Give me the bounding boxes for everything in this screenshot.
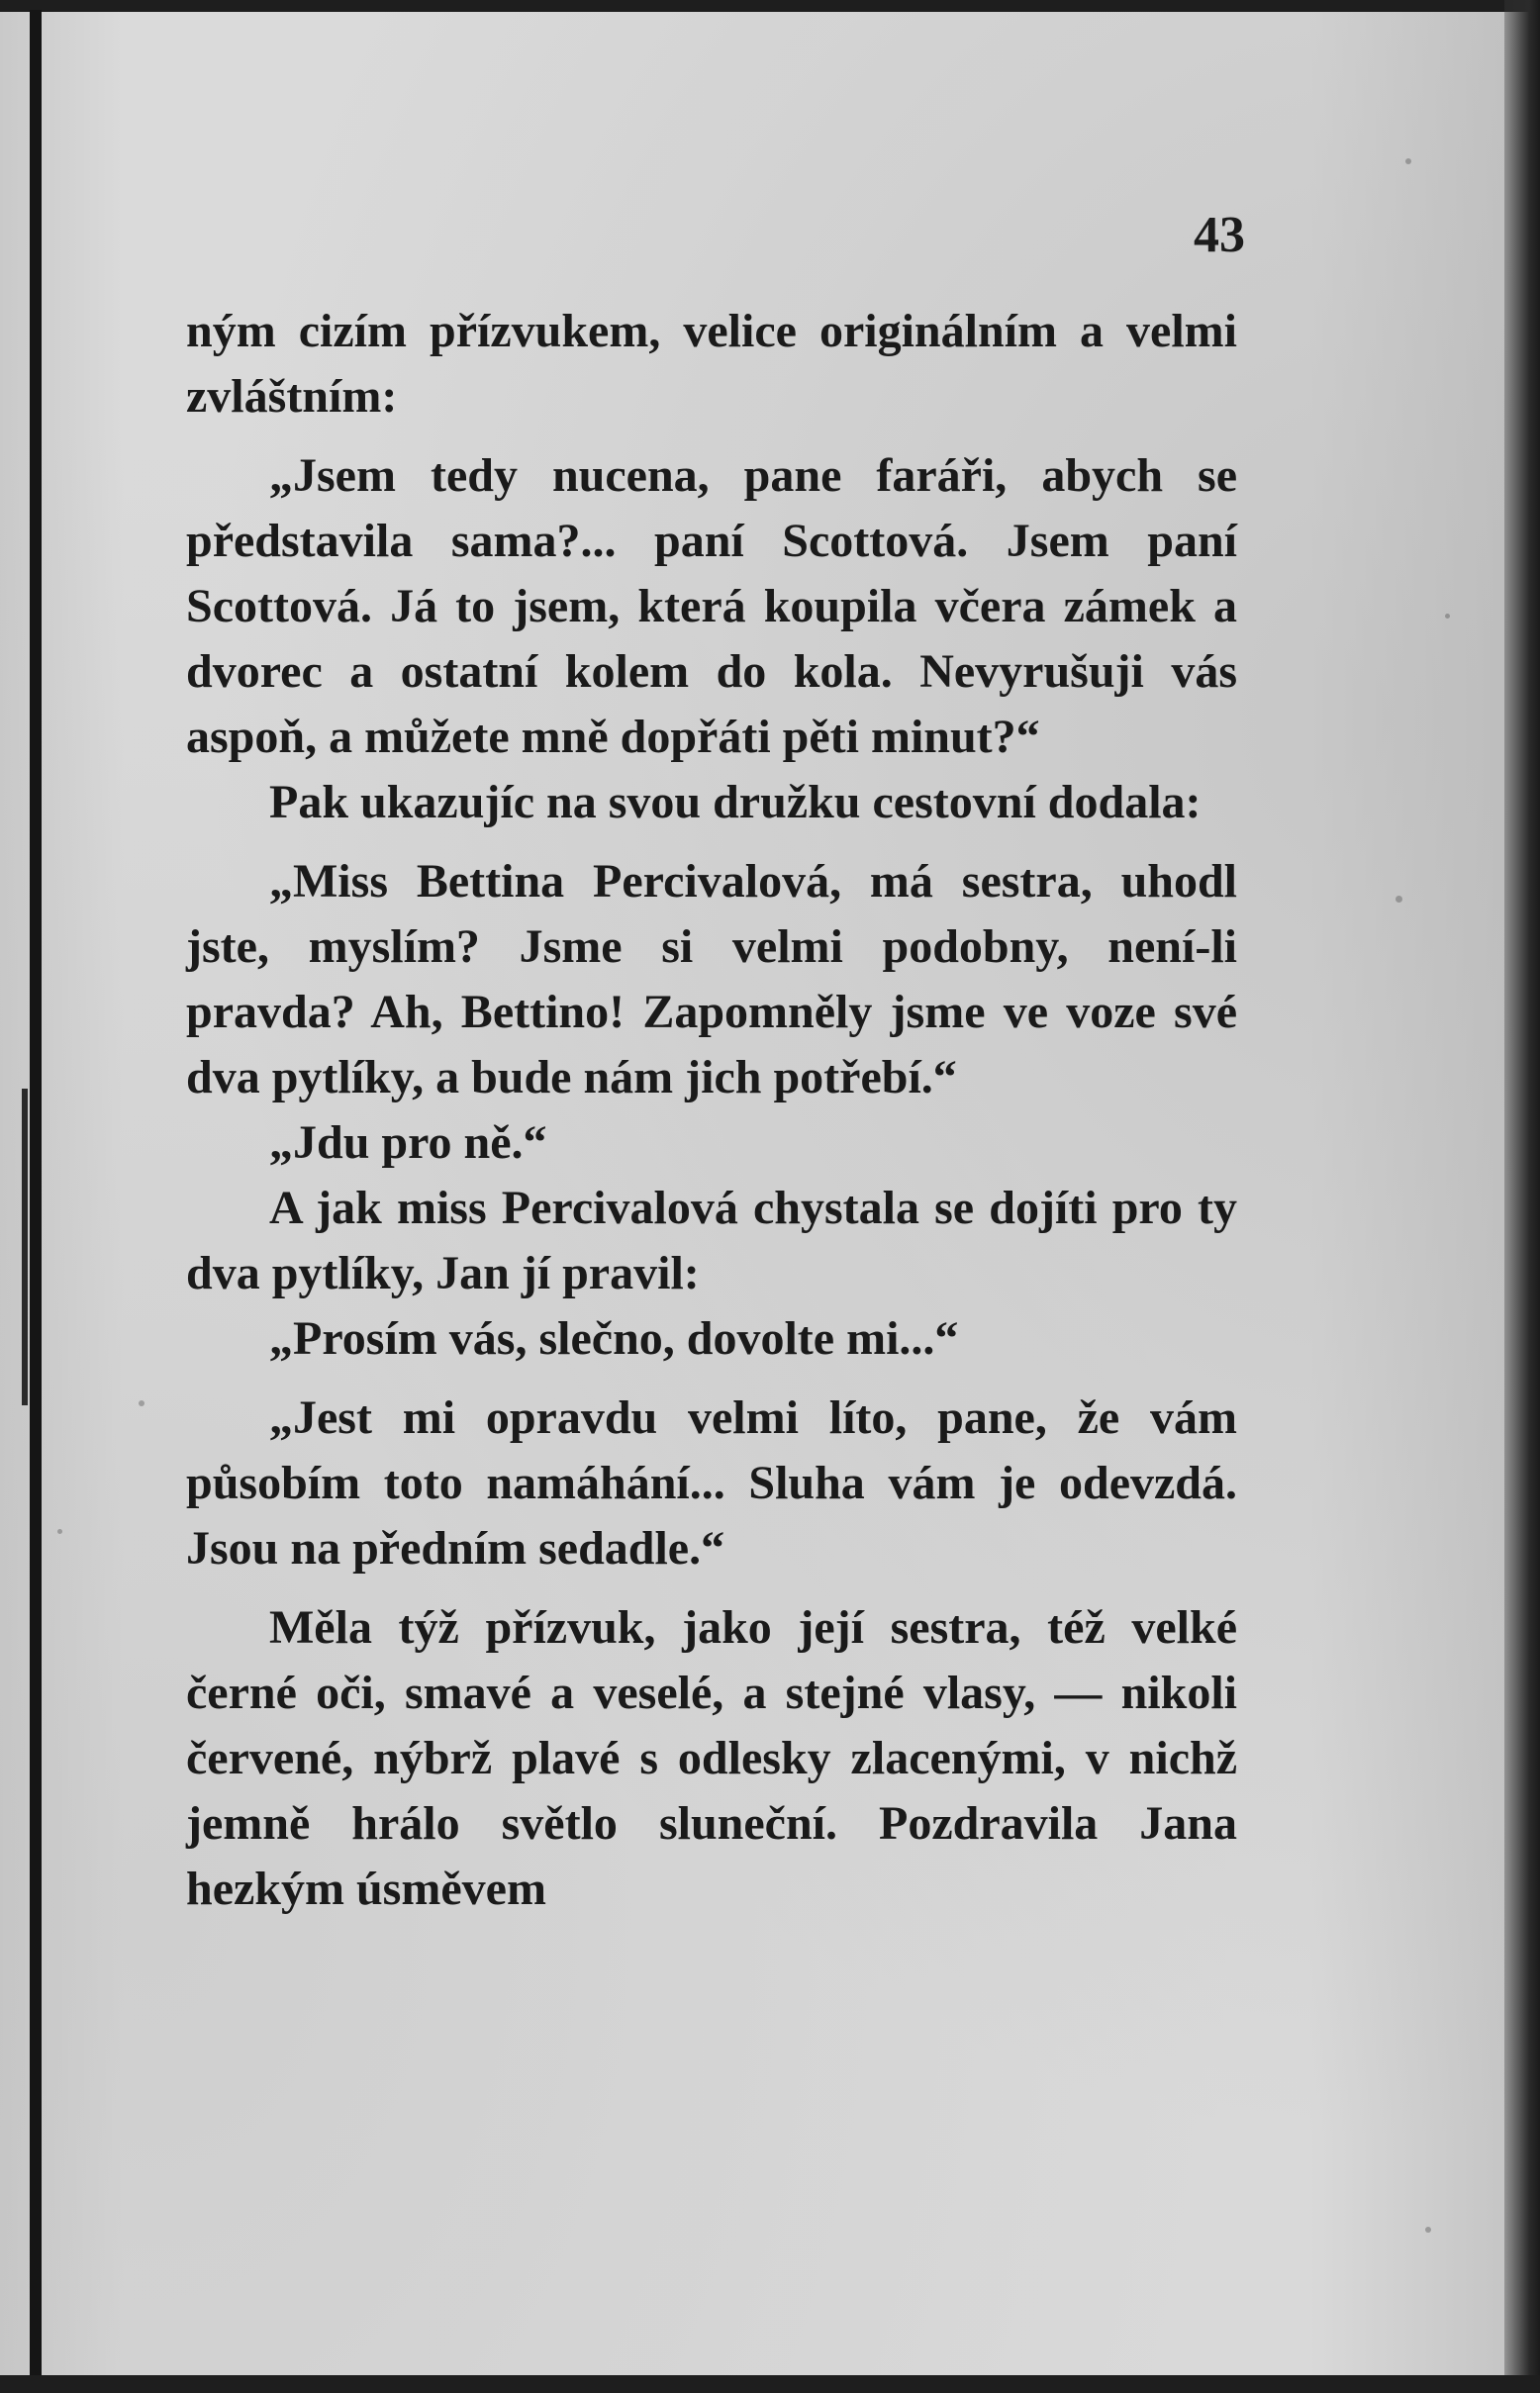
scan-speck	[57, 1529, 62, 1534]
paragraph: „Jest mi opravdu velmi líto, pane, že vám působím toto namáhání... Sluha vám je odevzdá. Jsou na předním sedadle.“	[186, 1391, 1237, 1575]
paragraph: „Miss Bettina Percivalová, má sestra, uhodl jste, myslím? Jsme si velmi podobny, není-li pravda? Ah, Bettino! Zapomněly jsme ve voze své dva pytlíky, a bude nám jich potřebí.“	[186, 855, 1237, 1103]
paragraph: ným cizím přízvukem, velice originálním a velmi zvláštním:	[186, 305, 1237, 423]
scan-speck	[139, 1400, 144, 1406]
scan-left-mark	[22, 1089, 28, 1405]
scan-speck	[1396, 896, 1402, 903]
scan-speck	[1405, 158, 1411, 164]
paragraph: „Jsem tedy nucena, pane faráři, abych se představila sama?... paní Scottová. Jsem paní Scottová. Já to jsem, která koupila včera zámek a dvorec a ostatní kolem do kola. Nevyrušuji vás aspoň, a můžete mně dopřáti pěti minut?“	[186, 449, 1237, 763]
paragraph: Pak ukazujíc na svou družku cestovní dodala:	[269, 776, 1202, 828]
paragraph: A jak miss Percivalová chystala se dojíti pro ty dva pytlíky, Jan jí pravil:	[186, 1182, 1237, 1299]
paragraph: „Jdu pro ně.“	[269, 1116, 547, 1169]
paragraph: Měla týž přízvuk, jako její sestra, též velké černé oči, smavé a veselé, a stejné vlasy, — nikoli červené, nýbrž plavé s odlesky zlacenými, v nichž jemně hrálo světlo sluneční. Pozdravila Jana hezkým úsměvem	[186, 1601, 1237, 1915]
scan-speck	[1425, 2227, 1431, 2233]
page-number: 43	[1194, 207, 1245, 263]
scan-left-border	[30, 10, 42, 2383]
scan-speck	[1445, 614, 1450, 619]
paragraph: „Prosím vás, slečno, dovolte mi...“	[269, 1312, 959, 1365]
scan-bottom-border	[0, 2375, 1540, 2393]
body-text	[186, 299, 1237, 1922]
scan-top-border	[0, 0, 1540, 12]
scan-right-border	[1504, 0, 1540, 2393]
